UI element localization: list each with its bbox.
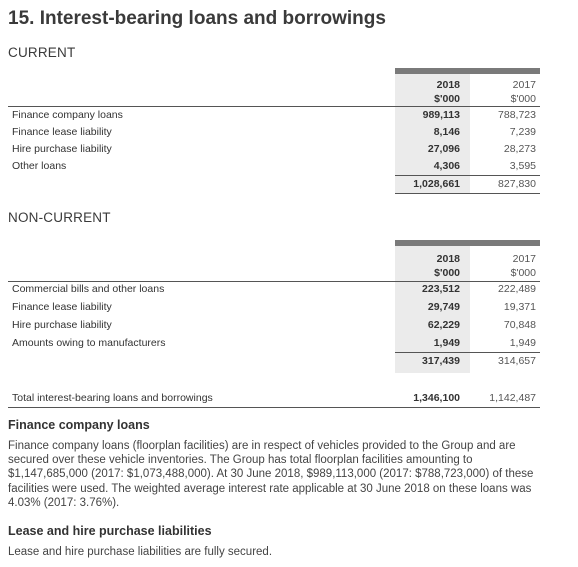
table-row: Hire purchase liability 62,229 70,848 bbox=[12, 319, 536, 331]
table-row: Amounts owing to manufacturers 1,949 1,949 bbox=[12, 337, 536, 349]
table-row: Commercial bills and other loans 223,512 222,489 bbox=[12, 283, 536, 295]
section-heading-current: CURRENT bbox=[8, 45, 76, 60]
note-text-lease-hire-purchase: Lease and hire purchase liabilities are fully secured. bbox=[8, 546, 273, 558]
table-row: Other loans 4,306 3,595 bbox=[12, 160, 536, 172]
grand-total-row: Total interest-bearing loans and borrowings 1,346,100 1,142,487 bbox=[12, 392, 536, 404]
note-text-finance-company-loans: Finance company loans (floorplan facilities) are in respect of vehicles provided to the Group and are secured over these vehicle inventories. The Group has total floorplan facilities amounting to $1,147,685,000 (2017: $1,073,488,000). At 30 June 2018, $989,113,000 (2017: $788,723,000) of these facilities were used. The weighted average interest rate applicable at 30 June 2018 on these loans was 4.03% (2017: 3.76%). bbox=[8, 440, 534, 509]
total-row: 1,028,661 827,830 bbox=[413, 178, 536, 190]
total-rule bbox=[395, 193, 540, 194]
grand-total-rule bbox=[8, 407, 540, 408]
total-row: 317,439 314,657 bbox=[422, 355, 536, 367]
page-title: 15. Interest-bearing loans and borrowings bbox=[8, 8, 386, 29]
column-header-2017: 2017 $'000 bbox=[510, 253, 536, 279]
table-row: Finance company loans 989,113 788,723 bbox=[12, 109, 536, 121]
table-row: Finance lease liability 29,749 19,371 bbox=[12, 301, 536, 313]
column-header-2018: 2018 $'000 bbox=[434, 79, 460, 105]
table-row: Hire purchase liability 27,096 28,273 bbox=[12, 143, 536, 155]
column-header-2017: 2017 $'000 bbox=[510, 79, 536, 105]
note-heading-lease-hire-purchase: Lease and hire purchase liabilities bbox=[8, 524, 212, 538]
table-row: Finance lease liability 8,146 7,239 bbox=[12, 126, 536, 138]
section-heading-noncurrent: NON-CURRENT bbox=[8, 210, 111, 225]
column-header-2018: 2018 $'000 bbox=[434, 253, 460, 279]
note-heading-finance-company-loans: Finance company loans bbox=[8, 418, 150, 432]
